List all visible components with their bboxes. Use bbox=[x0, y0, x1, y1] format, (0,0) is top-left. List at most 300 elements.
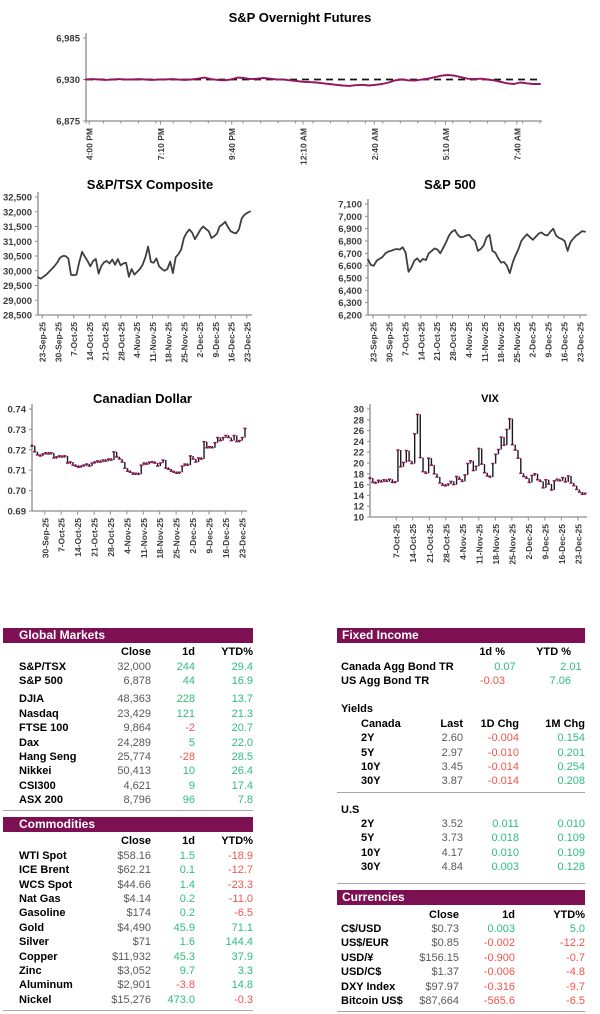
svg-text:0.73: 0.73 bbox=[7, 424, 26, 436]
table-row bbox=[3, 921, 253, 935]
cell-close: $11,932 bbox=[112, 950, 151, 963]
cell-close: 50,413 bbox=[117, 765, 151, 778]
cell-m1: 0.201 bbox=[557, 746, 585, 759]
svg-text:11-Nov-25: 11-Nov-25 bbox=[474, 524, 485, 565]
svg-text:18-Nov-25: 18-Nov-25 bbox=[155, 518, 166, 559]
svg-text:16-Dec-25: 16-Dec-25 bbox=[559, 322, 570, 363]
svg-text:14-Oct-25: 14-Oct-25 bbox=[84, 322, 95, 361]
svg-text:18-Nov-25: 18-Nov-25 bbox=[495, 322, 506, 363]
cell-d1: -0.002 bbox=[483, 937, 515, 950]
svg-text:12:10 AM: 12:10 AM bbox=[298, 128, 309, 166]
svg-text:7-Oct-25: 7-Oct-25 bbox=[56, 518, 67, 553]
svg-text:18-Nov-25: 18-Nov-25 bbox=[490, 524, 501, 565]
cell-ytd: -23.3 bbox=[227, 878, 253, 891]
svg-text:11-Nov-25: 11-Nov-25 bbox=[147, 322, 158, 363]
cell-d1: 0.011 bbox=[492, 818, 519, 831]
cell-last: 4.84 bbox=[441, 861, 463, 874]
cell-label: USD/¥ bbox=[341, 951, 374, 964]
cell-label: Copper bbox=[19, 950, 58, 963]
fixed-income-agg-rows bbox=[337, 659, 585, 688]
svg-text:9-Dec-25: 9-Dec-25 bbox=[540, 524, 551, 560]
currencies-header-bar: Currencies bbox=[337, 890, 585, 905]
svg-text:6,700: 6,700 bbox=[338, 248, 362, 260]
svg-text:23-Dec-25: 23-Dec-25 bbox=[573, 524, 584, 565]
svg-text:23-Dec-25: 23-Dec-25 bbox=[237, 518, 248, 559]
svg-text:28-Oct-25: 28-Oct-25 bbox=[448, 322, 459, 361]
cell-label: Bitcoin US$ bbox=[341, 995, 403, 1007]
table-row bbox=[3, 906, 253, 920]
cell-ytd: -6.5 bbox=[234, 907, 253, 920]
cell-label: DXY Index bbox=[341, 980, 396, 993]
cell-label: CSI300 bbox=[19, 779, 56, 792]
table-row bbox=[337, 979, 585, 993]
table-row bbox=[337, 951, 585, 965]
table-row bbox=[337, 817, 585, 831]
cell-ytd: -9.7 bbox=[566, 980, 585, 993]
col-header-last: Last bbox=[440, 717, 463, 730]
yields-column-headers bbox=[337, 717, 585, 731]
col-header-1d: 1d bbox=[502, 908, 515, 921]
svg-text:0.72: 0.72 bbox=[7, 445, 26, 457]
svg-text:6,500: 6,500 bbox=[338, 273, 362, 285]
svg-text:9-Dec-25: 9-Dec-25 bbox=[543, 322, 554, 358]
svg-text:26: 26 bbox=[353, 426, 364, 438]
svg-text:2-Dec-25: 2-Dec-25 bbox=[527, 322, 538, 358]
vix-title: VIX bbox=[481, 393, 499, 405]
cell-d1: 0.2 bbox=[179, 907, 195, 920]
cell-label: Aluminum bbox=[19, 979, 73, 992]
cell-ytd: 7.06 bbox=[549, 674, 571, 687]
table-row bbox=[337, 774, 585, 788]
cell-ytd: -12.7 bbox=[227, 864, 253, 877]
left-tables-column bbox=[3, 628, 253, 1013]
svg-text:4-Nov-25: 4-Nov-25 bbox=[464, 322, 475, 358]
table-row bbox=[3, 764, 253, 778]
svg-text:30-Sep-25: 30-Sep-25 bbox=[384, 322, 395, 363]
cell-label: DJIA bbox=[19, 693, 45, 706]
divider bbox=[337, 1011, 585, 1012]
fixed-income-header-bar: Fixed Income bbox=[337, 628, 585, 643]
table-row bbox=[3, 849, 253, 863]
cell-d1: -0.010 bbox=[487, 746, 519, 759]
table-row bbox=[3, 964, 253, 978]
col-header-canada: Canada bbox=[361, 717, 401, 730]
table-row bbox=[3, 721, 253, 735]
col-header-1d-chg: 1D Chg bbox=[480, 717, 519, 730]
svg-text:23-Dec-25: 23-Dec-25 bbox=[242, 322, 253, 363]
svg-text:6,875: 6,875 bbox=[56, 116, 80, 128]
col-header-1d: 1d bbox=[182, 835, 195, 848]
cell-label: Hang Seng bbox=[19, 750, 77, 763]
cell-d1: 9 bbox=[188, 779, 195, 792]
col-header-1d: 1d bbox=[182, 646, 195, 659]
svg-text:2:40 AM: 2:40 AM bbox=[369, 128, 380, 161]
cell-d1: 1.5 bbox=[179, 849, 195, 862]
cell-ytd: 26.4 bbox=[231, 765, 253, 778]
cell-m1: 0.254 bbox=[557, 760, 585, 773]
svg-text:0.71: 0.71 bbox=[7, 465, 26, 477]
sp500-chart bbox=[300, 190, 600, 390]
cell-label: Dax bbox=[19, 736, 40, 749]
cell-last: 3.45 bbox=[441, 760, 463, 773]
svg-text:14: 14 bbox=[353, 490, 364, 502]
cell-label: 10Y bbox=[361, 760, 381, 773]
svg-text:16-Dec-25: 16-Dec-25 bbox=[220, 518, 231, 559]
cell-last: 4.17 bbox=[441, 846, 463, 859]
cell-d1: 1.6 bbox=[179, 936, 195, 949]
overnight-futures-chart bbox=[0, 28, 600, 170]
table-row bbox=[3, 659, 253, 673]
svg-text:7:40 AM: 7:40 AM bbox=[512, 128, 523, 161]
svg-text:14-Oct-25: 14-Oct-25 bbox=[416, 322, 427, 361]
cell-d1: -0.03 bbox=[479, 674, 505, 687]
cell-d1: 0.07 bbox=[494, 660, 516, 673]
table-row bbox=[3, 707, 253, 721]
svg-text:6,800: 6,800 bbox=[338, 236, 362, 248]
cell-label: Silver bbox=[19, 936, 49, 949]
cell-ytd: 144.4 bbox=[225, 936, 253, 949]
svg-text:6,985: 6,985 bbox=[56, 33, 80, 45]
svg-text:2-Dec-25: 2-Dec-25 bbox=[523, 524, 534, 560]
cell-label: US$/EUR bbox=[341, 937, 389, 950]
cell-d1: 228 bbox=[176, 693, 195, 706]
svg-text:31,500: 31,500 bbox=[2, 222, 32, 233]
svg-text:9-Dec-25: 9-Dec-25 bbox=[204, 518, 215, 554]
table-row bbox=[337, 731, 585, 745]
cell-ytd: -18.9 bbox=[227, 849, 253, 862]
table-row bbox=[3, 674, 253, 688]
global-markets-header-bar: Global Markets bbox=[3, 628, 253, 643]
us-section-label: U.S bbox=[341, 803, 360, 816]
cell-last: 3.73 bbox=[441, 832, 463, 845]
tsx-title: S&P/TSX Composite bbox=[86, 177, 214, 192]
svg-text:28-Oct-25: 28-Oct-25 bbox=[116, 322, 127, 361]
cell-close: $1.37 bbox=[431, 966, 459, 979]
svg-text:23-Sep-25: 23-Sep-25 bbox=[368, 322, 379, 363]
col-header-ytd-pct: YTD % bbox=[536, 646, 571, 659]
svg-text:21-Oct-25: 21-Oct-25 bbox=[89, 518, 100, 557]
cell-label: US Agg Bond TR bbox=[341, 674, 430, 687]
cell-label: Nat Gas bbox=[19, 893, 61, 906]
svg-text:30-Sep-25: 30-Sep-25 bbox=[53, 322, 64, 363]
table-row bbox=[337, 922, 585, 936]
cell-d1: 0.018 bbox=[491, 832, 519, 845]
table-row bbox=[337, 760, 585, 774]
divider bbox=[3, 810, 253, 811]
svg-text:6,930: 6,930 bbox=[56, 75, 80, 86]
svg-text:28,500: 28,500 bbox=[2, 310, 32, 322]
cell-ytd: -0.7 bbox=[566, 951, 585, 964]
cell-label: C$/USD bbox=[341, 923, 382, 936]
svg-text:11-Nov-25: 11-Nov-25 bbox=[479, 322, 490, 363]
cell-label: USD/C$ bbox=[341, 966, 382, 979]
cell-close: $4,490 bbox=[117, 921, 151, 934]
table-row bbox=[3, 793, 253, 807]
table-row bbox=[3, 892, 253, 906]
table-row bbox=[337, 936, 585, 950]
table-row bbox=[3, 750, 253, 764]
svg-text:0.69: 0.69 bbox=[7, 506, 26, 518]
cell-ytd: 14.8 bbox=[231, 979, 253, 992]
cell-close: 8,796 bbox=[123, 794, 151, 807]
cell-m1: 0.128 bbox=[557, 861, 585, 874]
svg-text:0.70: 0.70 bbox=[7, 486, 26, 498]
table-row bbox=[3, 735, 253, 749]
svg-text:21-Oct-25: 21-Oct-25 bbox=[100, 322, 111, 361]
cell-close: $156.15 bbox=[419, 951, 459, 964]
svg-text:30-Sep-25: 30-Sep-25 bbox=[40, 518, 51, 559]
table-row bbox=[337, 846, 585, 860]
cell-close: $15,276 bbox=[111, 993, 151, 1006]
svg-text:16-Dec-25: 16-Dec-25 bbox=[226, 322, 237, 363]
cell-ytd: 17.4 bbox=[231, 779, 253, 792]
svg-text:6,300: 6,300 bbox=[338, 298, 362, 310]
cell-label: S&P 500 bbox=[19, 674, 63, 687]
svg-text:6,400: 6,400 bbox=[338, 285, 362, 297]
cell-d1: -28 bbox=[179, 750, 195, 763]
commodities-rows bbox=[3, 849, 253, 1007]
commodities-header-bar: Commodities bbox=[3, 817, 253, 832]
table-row bbox=[3, 692, 253, 706]
cell-d1: 44 bbox=[182, 674, 195, 687]
cell-label: Nickel bbox=[19, 993, 52, 1006]
svg-text:28: 28 bbox=[353, 415, 364, 427]
table-row bbox=[3, 779, 253, 793]
cell-d1: -3.8 bbox=[176, 979, 195, 992]
cell-ytd: -4.8 bbox=[566, 966, 585, 979]
cell-close: $62.21 bbox=[117, 864, 151, 877]
cell-ytd: -6.5 bbox=[566, 995, 585, 1007]
cell-ytd: 5.0 bbox=[569, 923, 585, 936]
cell-label: FTSE 100 bbox=[19, 722, 69, 735]
cell-ytd: 3.3 bbox=[237, 965, 253, 977]
overnight-futures-title: S&P Overnight Futures bbox=[228, 10, 372, 25]
svg-text:25-Nov-25: 25-Nov-25 bbox=[171, 518, 182, 559]
cell-d1: -2 bbox=[185, 722, 195, 735]
cell-last: 2.60 bbox=[441, 732, 463, 745]
svg-text:2-Dec-25: 2-Dec-25 bbox=[188, 518, 199, 554]
svg-text:4-Nov-25: 4-Nov-25 bbox=[122, 518, 133, 554]
cell-d1: 9.7 bbox=[179, 965, 195, 977]
cell-close: $0.85 bbox=[431, 937, 459, 950]
cell-d1: -0.316 bbox=[483, 980, 515, 993]
cell-ytd: 22.0 bbox=[231, 736, 253, 749]
cell-close: 9,864 bbox=[123, 722, 151, 735]
svg-text:7-Oct-25: 7-Oct-25 bbox=[400, 322, 411, 357]
cell-close: 4,621 bbox=[123, 779, 151, 792]
cell-close: $97.97 bbox=[425, 980, 459, 993]
svg-text:12: 12 bbox=[353, 501, 364, 513]
sp500-title: S&P 500 bbox=[424, 177, 476, 192]
cell-close: $4.14 bbox=[123, 893, 151, 906]
cell-m1: 0.010 bbox=[557, 818, 585, 831]
divider bbox=[3, 1010, 253, 1011]
cell-label: 2Y bbox=[361, 732, 375, 745]
table-row bbox=[337, 831, 585, 845]
cell-label: Nikkei bbox=[19, 765, 52, 778]
cell-d1: 0.003 bbox=[491, 861, 519, 874]
svg-text:7-Oct-25: 7-Oct-25 bbox=[391, 524, 402, 559]
cad-chart bbox=[0, 405, 300, 593]
global-markets-rows bbox=[3, 659, 253, 807]
svg-text:25-Nov-25: 25-Nov-25 bbox=[511, 322, 522, 363]
svg-text:7:10 PM: 7:10 PM bbox=[155, 128, 166, 161]
cell-last: 3.87 bbox=[441, 775, 463, 788]
divider bbox=[337, 883, 585, 884]
cell-close: $2,901 bbox=[117, 979, 151, 992]
svg-text:10: 10 bbox=[353, 512, 364, 524]
us-yield-rows bbox=[337, 817, 585, 875]
table-row bbox=[337, 965, 585, 979]
cell-close: $0.73 bbox=[431, 923, 459, 936]
cell-ytd: 13.7 bbox=[231, 693, 253, 706]
cell-ytd: -0.3 bbox=[234, 993, 253, 1006]
col-header-close: Close bbox=[121, 646, 151, 659]
svg-text:25-Nov-25: 25-Nov-25 bbox=[507, 524, 518, 565]
col-header-ytd: YTD% bbox=[221, 835, 253, 848]
table-row bbox=[3, 863, 253, 877]
cell-close: 24,289 bbox=[117, 736, 151, 749]
cell-d1: -0.014 bbox=[487, 760, 519, 773]
yields-section-label: Yields bbox=[341, 703, 373, 716]
svg-text:16-Dec-25: 16-Dec-25 bbox=[556, 524, 567, 565]
cell-d1: -565.6 bbox=[483, 995, 515, 1007]
svg-text:30: 30 bbox=[353, 404, 364, 416]
fixed-income-column-headers bbox=[337, 645, 585, 659]
svg-text:6,600: 6,600 bbox=[338, 261, 362, 273]
right-tables-column bbox=[337, 628, 585, 1014]
svg-text:14-Oct-25: 14-Oct-25 bbox=[73, 518, 84, 557]
global-markets-column-headers bbox=[3, 645, 253, 659]
table-row bbox=[337, 674, 571, 688]
cell-d1: 0.003 bbox=[487, 923, 515, 936]
cell-label: Canada Agg Bond TR bbox=[341, 660, 454, 673]
svg-text:16: 16 bbox=[353, 480, 364, 492]
svg-text:18-Nov-25: 18-Nov-25 bbox=[163, 322, 174, 363]
cell-d1: 473.0 bbox=[167, 993, 195, 1006]
cell-d1: 10 bbox=[182, 765, 195, 778]
table-row bbox=[337, 994, 585, 1008]
cell-label: Gold bbox=[19, 921, 45, 934]
cell-label: 10Y bbox=[361, 846, 381, 859]
currencies-column-headers bbox=[337, 907, 585, 921]
svg-text:7,000: 7,000 bbox=[338, 211, 362, 223]
svg-text:6,200: 6,200 bbox=[338, 310, 362, 322]
cell-m1: 0.154 bbox=[557, 732, 585, 745]
cell-d1: 96 bbox=[182, 794, 195, 807]
cell-close: $44.66 bbox=[117, 878, 151, 891]
cell-close: 6,878 bbox=[123, 674, 151, 687]
cell-ytd: 2.01 bbox=[560, 660, 582, 673]
col-header-close: Close bbox=[429, 908, 459, 921]
svg-text:11-Nov-25: 11-Nov-25 bbox=[138, 518, 149, 559]
cell-d1: 5 bbox=[188, 736, 195, 749]
cad-title: Canadian Dollar bbox=[93, 391, 192, 406]
table-row bbox=[3, 978, 253, 992]
cell-last: 2.97 bbox=[441, 746, 463, 759]
svg-text:30,500: 30,500 bbox=[2, 251, 32, 263]
cell-label: WCS Spot bbox=[19, 878, 73, 891]
cell-ytd: 28.5 bbox=[231, 750, 253, 763]
cell-label: S&P/TSX bbox=[19, 660, 67, 673]
cell-label: 30Y bbox=[361, 861, 381, 874]
cell-label: ICE Brent bbox=[19, 864, 70, 877]
table-row bbox=[337, 659, 582, 673]
cell-close: $58.16 bbox=[117, 849, 151, 862]
svg-text:4-Nov-25: 4-Nov-25 bbox=[457, 524, 468, 560]
svg-text:24: 24 bbox=[353, 436, 364, 448]
col-header-1d-pct: 1d % bbox=[479, 646, 505, 659]
table-row bbox=[3, 877, 253, 891]
svg-text:29,500: 29,500 bbox=[2, 281, 32, 292]
cell-d1: 0.1 bbox=[179, 864, 195, 877]
svg-text:30,000: 30,000 bbox=[2, 266, 32, 278]
cell-ytd: 21.3 bbox=[231, 707, 253, 720]
cell-ytd: 20.7 bbox=[231, 722, 253, 735]
svg-text:31,000: 31,000 bbox=[2, 236, 32, 248]
svg-text:23-Sep-25: 23-Sep-25 bbox=[37, 322, 48, 363]
col-header-ytd: YTD% bbox=[553, 908, 585, 921]
svg-text:4-Nov-25: 4-Nov-25 bbox=[132, 322, 143, 358]
svg-text:28-Oct-25: 28-Oct-25 bbox=[441, 524, 452, 563]
col-header-close: Close bbox=[121, 835, 151, 848]
cell-d1: 45.3 bbox=[173, 950, 195, 963]
svg-text:9:40 PM: 9:40 PM bbox=[227, 128, 238, 161]
table-row bbox=[337, 860, 585, 874]
cell-ytd: 29.4 bbox=[231, 660, 253, 673]
cell-label: 2Y bbox=[361, 818, 375, 831]
divider bbox=[337, 792, 585, 793]
cell-close: 25,774 bbox=[117, 750, 151, 763]
svg-text:9-Dec-25: 9-Dec-25 bbox=[210, 322, 221, 358]
cell-ytd: 37.9 bbox=[231, 950, 253, 963]
cell-d1: -0.900 bbox=[483, 951, 515, 964]
vix-chart bbox=[300, 405, 600, 593]
cell-m1: 0.208 bbox=[557, 775, 585, 788]
cell-d1: 121 bbox=[176, 707, 195, 720]
cell-d1: -0.014 bbox=[487, 775, 519, 788]
svg-text:32,000: 32,000 bbox=[2, 207, 32, 219]
col-header-1m-chg: 1M Chg bbox=[545, 717, 585, 730]
table-row bbox=[3, 949, 253, 963]
canada-yield-rows bbox=[337, 731, 585, 789]
svg-text:14-Oct-25: 14-Oct-25 bbox=[408, 524, 419, 563]
cell-close: 23,429 bbox=[117, 707, 151, 720]
cell-label: ASX 200 bbox=[19, 794, 64, 807]
cell-d1: -0.006 bbox=[483, 966, 515, 979]
svg-text:4:00 PM: 4:00 PM bbox=[84, 128, 95, 161]
cell-m1: 0.109 bbox=[557, 846, 585, 859]
cell-d1: 244 bbox=[176, 660, 195, 673]
svg-text:21-Oct-25: 21-Oct-25 bbox=[424, 524, 435, 563]
svg-text:7-Oct-25: 7-Oct-25 bbox=[69, 322, 80, 357]
cell-label: Gasoline bbox=[19, 907, 66, 920]
cell-label: Nasdaq bbox=[19, 707, 59, 720]
svg-text:7,100: 7,100 bbox=[338, 199, 362, 211]
cell-d1: 45.9 bbox=[173, 921, 195, 934]
svg-text:20: 20 bbox=[353, 458, 364, 470]
cell-ytd: 71.1 bbox=[231, 921, 253, 934]
svg-text:25-Nov-25: 25-Nov-25 bbox=[179, 322, 190, 363]
svg-text:6,900: 6,900 bbox=[338, 224, 362, 236]
cell-close: $87,664 bbox=[419, 995, 459, 1007]
commodities-column-headers bbox=[3, 834, 253, 848]
svg-text:22: 22 bbox=[353, 447, 364, 459]
cell-ytd: -11.0 bbox=[228, 893, 253, 906]
cell-d1: 0.010 bbox=[491, 846, 519, 859]
tsx-chart bbox=[0, 190, 300, 390]
cell-close: 48,363 bbox=[117, 693, 151, 706]
